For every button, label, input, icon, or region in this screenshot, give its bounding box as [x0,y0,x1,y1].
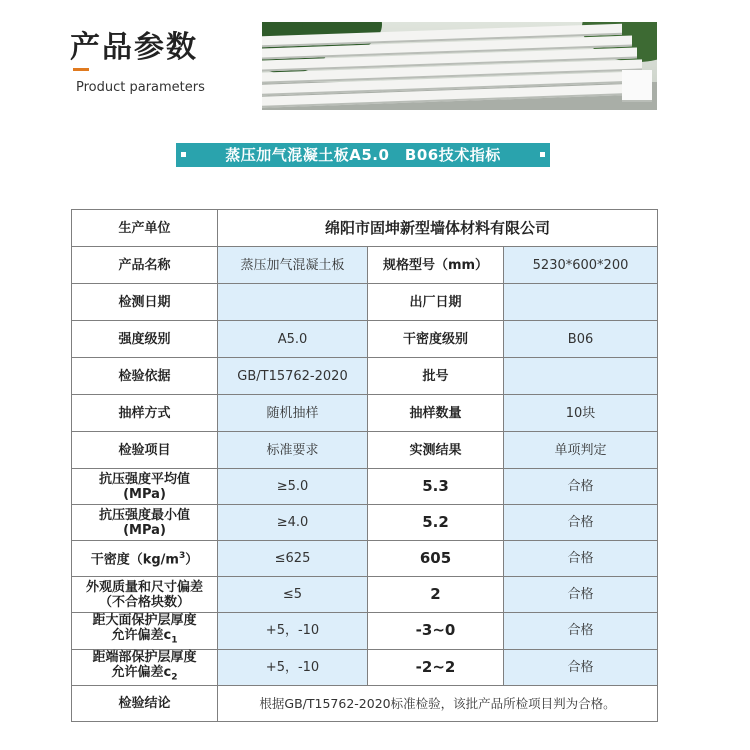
item-cell [72,613,218,650]
result-cell: 5.2 [368,505,504,541]
table-row-producer [72,210,658,247]
item-sub: 1 [171,635,178,646]
item-line1: 距大面保护层厚度 [92,613,197,628]
conclusion-value: 根据GB/T15762-2020标准检验，该批产品所检项目判为合格。 [218,686,658,722]
page-title: 产品参数 [70,30,198,65]
table-row [72,577,658,613]
result-cell: 5.3 [368,469,504,505]
item-cell [72,469,218,505]
result-cell: 605 [368,541,504,577]
item-line1: 干密度（kg/m [90,552,179,568]
basis-label: 检验依据 [72,358,218,395]
item-cell [72,541,218,577]
table-row-sampling [72,395,658,432]
factory-date-value [504,284,658,321]
table-row [72,613,658,650]
judgement-cell: 合格 [504,613,658,650]
item-sup: 3 [178,551,186,562]
requirement-cell: ≤5 [218,577,368,613]
item-sub: 2 [171,672,178,683]
batch-value [504,358,658,395]
result-cell: -3~0 [368,613,504,650]
requirement-cell: +5，-10 [218,613,368,650]
sampling-value: 随机抽样 [218,395,368,432]
spec-value: 5230*600*200 [504,247,658,284]
item-line1: 抗压强度最小值 [98,507,190,523]
col-judgement-header: 单项判定 [504,432,658,469]
result-cell: -2~2 [368,649,504,686]
requirement-cell: ≥4.0 [218,505,368,541]
item-cell [72,505,218,541]
basis-value: GB/T15762-2020 [218,358,368,395]
batch-label: 批号 [368,358,504,395]
item-cell [72,649,218,686]
spec-label: 规格型号（mm） [368,247,504,284]
conclusion-label: 检验结论 [72,686,218,722]
table-row-dates [72,284,658,321]
factory-date-label: 出厂日期 [368,284,504,321]
density-grade-value: B06 [504,321,658,358]
requirement-cell: ≥5.0 [218,469,368,505]
requirement-cell: ≤625 [218,541,368,577]
test-date-label: 检测日期 [72,284,218,321]
item-line2: (MPa) [123,522,166,538]
table-row-conclusion [72,686,658,722]
item-tail: ） [185,552,199,568]
item-line2: 允许偏差c [111,664,172,680]
item-line1: 抗压强度平均值 [98,471,190,487]
col-requirement-header: 标准要求 [218,432,368,469]
product-name-label: 产品名称 [72,247,218,284]
col-result-header: 实测结果 [368,432,504,469]
product-name-value: 蒸压加气混凝土板 [218,247,368,284]
table-row-grades [72,321,658,358]
test-date-value [218,284,368,321]
producer-label: 生产单位 [72,210,218,247]
item-line1: 距端部保护层厚度 [92,649,197,665]
col-item-header: 检验项目 [72,432,218,469]
spec-banner: 蒸压加气混凝土板A5.0 B06技术指标 [176,143,550,167]
table-row [72,649,658,686]
result-cell: 2 [368,577,504,613]
producer-value: 绵阳市固坤新型墙体材料有限公司 [218,210,658,247]
judgement-cell: 合格 [504,649,658,686]
density-grade-label: 干密度级别 [368,321,504,358]
page-subtitle: Product parameters [76,80,205,95]
strength-grade-value: A5.0 [218,321,368,358]
item-line1: 外观质量和尺寸偏差 [85,579,203,595]
table-row [72,541,658,577]
item-line2: 允许偏差c [111,628,172,643]
title-accent-bar [73,68,89,71]
spec-table [71,209,658,722]
sample-count-label: 抽样数量 [368,395,504,432]
table-row [72,505,658,541]
judgement-cell: 合格 [504,577,658,613]
table-row [72,469,658,505]
judgement-cell: 合格 [504,541,658,577]
table-row-columns [72,432,658,469]
item-cell [72,577,218,613]
product-photo [262,22,657,110]
requirement-cell: +5，-10 [218,649,368,686]
sampling-label: 抽样方式 [72,395,218,432]
item-line2: (MPa) [123,486,166,502]
sample-count-value: 10块 [504,395,658,432]
judgement-cell: 合格 [504,469,658,505]
judgement-cell: 合格 [504,505,658,541]
table-row-basis [72,358,658,395]
item-line2: （不合格块数） [98,594,190,610]
table-row-product [72,247,658,284]
strength-grade-label: 强度级别 [72,321,218,358]
